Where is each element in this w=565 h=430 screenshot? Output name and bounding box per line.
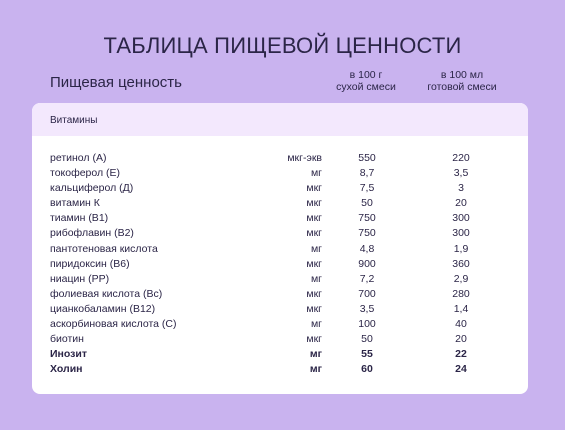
section-label: Витамины [50,115,98,126]
table-row [32,151,528,166]
table-row [32,347,528,362]
nutrient-unit: мкг [306,182,322,195]
nutrient-unit: мкг [306,287,322,300]
nutrient-unit: мкг-экв [287,152,322,164]
value-ready: 1,4 [453,302,469,315]
nutrient-name: пиридоксин (В6) [50,257,130,270]
nutrient-name: ниацин (РР) [50,272,110,285]
value-ready: 3,5 [453,167,469,180]
column-header-ready [412,69,512,93]
value-dry: 700 [358,287,376,300]
value-dry: 900 [358,257,376,270]
table-row [32,287,528,302]
value-ready: 40 [455,318,467,331]
value-dry: 550 [358,152,376,164]
nutrition-table [32,103,528,394]
table-row [32,272,528,287]
nutrient-unit: мг [309,363,322,376]
table-row [32,242,528,257]
table-row [32,181,528,196]
value-dry: 4,8 [359,242,375,255]
nutrient-name: рибофлавин (В2) [50,227,134,240]
value-dry: 750 [358,227,376,240]
nutrition-header-label: Пищевая ценность [50,74,182,91]
column-header-dry-line2: сухой смеси [336,81,396,93]
column-header-ready-line1: в 100 мл [440,69,484,81]
nutrient-name: Холин [50,363,83,376]
value-ready: 360 [452,257,470,270]
value-dry: 750 [358,212,376,225]
value-dry: 50 [361,197,373,210]
value-ready: 22 [455,348,467,361]
section-header [32,103,528,136]
nutrient-name: биотин [50,333,84,346]
value-dry: 100 [358,318,376,331]
nutrient-name: аскорбиновая кислота (С) [50,318,177,331]
nutrient-name: ретинол (А) [50,152,107,164]
value-ready: 20 [455,197,467,210]
nutrient-unit: мг [310,167,322,180]
table-row [32,302,528,317]
column-header-dry [316,69,416,93]
nutrient-unit: мкг [306,257,322,270]
nutrient-name: витамин К [50,197,100,210]
value-dry: 7,5 [359,182,375,195]
table-row [32,362,528,377]
table-row [32,196,528,211]
value-dry: 8,7 [359,167,375,180]
nutrient-unit: мкг [306,197,322,210]
table-row [32,332,528,347]
table-body [32,151,528,377]
table-row [32,257,528,272]
nutrient-unit: мг [309,348,322,361]
value-dry: 55 [361,348,373,361]
value-dry: 60 [361,363,373,376]
value-dry: 3,5 [359,302,375,315]
nutrient-name: токоферол (Е) [50,167,121,180]
column-header-ready-line2: готовой смеси [427,81,497,93]
value-ready: 24 [455,363,467,376]
value-ready: 220 [452,152,470,164]
nutrient-unit: мг [310,318,322,331]
nutrient-unit: мкг [306,302,322,315]
nutrient-name: фолиевая кислота (Вс) [50,287,163,300]
value-ready: 300 [452,227,470,240]
value-ready: 1,9 [453,242,469,255]
nutrient-name: цианкобаламин (В12) [50,302,156,315]
nutrient-unit: мг [310,242,322,255]
value-dry: 50 [361,333,373,346]
nutrient-unit: мкг [306,333,322,346]
value-dry: 7,2 [359,272,375,285]
nutrient-unit: мг [310,272,322,285]
table-row [32,226,528,241]
table-row [32,166,528,181]
table-row [32,317,528,332]
nutrient-name: кальциферол (Д) [50,182,134,195]
value-ready: 2,9 [453,272,469,285]
page-title: ТАБЛИЦА ПИЩЕВОЙ ЦЕННОСТИ [103,33,462,58]
table-row [32,211,528,226]
value-ready: 3 [458,182,464,195]
nutrient-name: тиамин (В1) [50,212,109,225]
column-header-dry-line1: в 100 г [349,69,383,81]
nutrient-unit: мкг [306,227,322,240]
nutrient-unit: мкг [306,212,322,225]
value-ready: 20 [455,333,467,346]
value-ready: 300 [452,212,470,225]
nutrient-name: пантотеновая кислота [50,242,158,255]
value-ready: 280 [452,287,470,300]
nutrient-name: Инозит [50,348,87,361]
